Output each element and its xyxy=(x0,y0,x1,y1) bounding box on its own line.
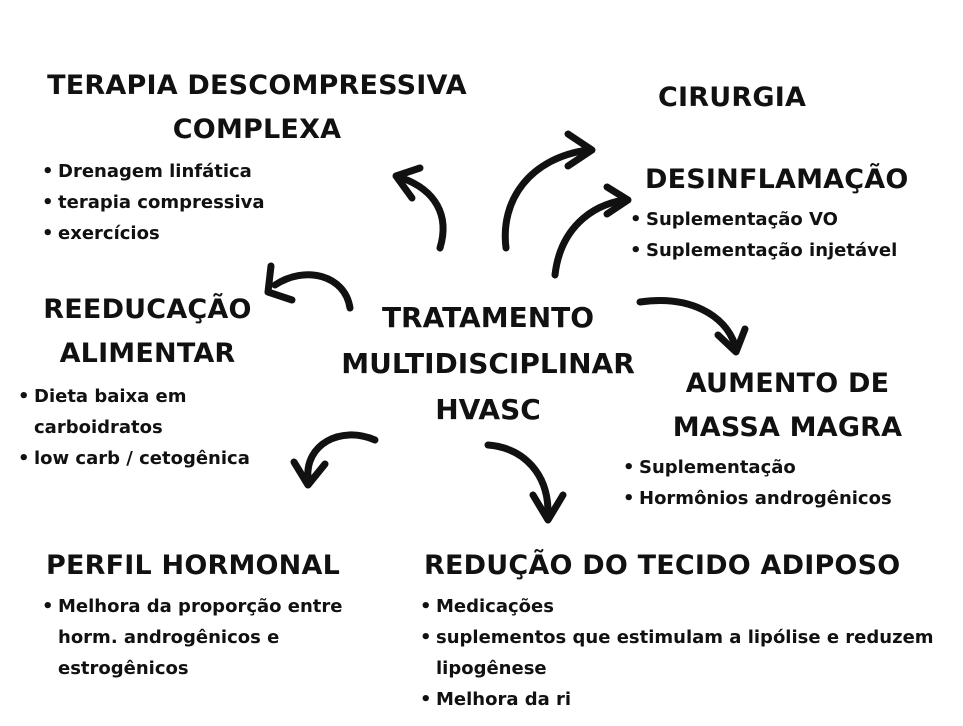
terapia-title-1: TERAPIA DESCOMPRESSIVA xyxy=(47,70,467,101)
adiposo-list xyxy=(418,591,934,715)
massa-title-1: AUMENTO DE xyxy=(685,368,890,399)
list-item: • terapia compressiva xyxy=(40,187,265,218)
list-item: • suplementos que estimulam a lipólise e reduzem xyxy=(418,622,934,653)
list-item: • low carb / cetogênica xyxy=(16,443,250,474)
massa-block xyxy=(660,362,915,450)
list-item: • exercícios xyxy=(40,218,265,249)
desinflamacao-title: DESINFLAMAÇÃO xyxy=(645,164,909,195)
list-item: • Suplementação VO xyxy=(628,204,897,235)
massa-title-2: MASSA MAGRA xyxy=(672,412,903,443)
center-title xyxy=(318,295,658,433)
list-item: lipogênese xyxy=(436,658,547,679)
center-line-3: HVASC xyxy=(435,393,541,426)
center-line-1: TRATAMENTO xyxy=(381,301,595,334)
list-item: • Hormônios androgênicos xyxy=(621,483,892,514)
list-item: carboidratos xyxy=(34,417,163,438)
terapia-list xyxy=(40,156,265,249)
hormonal-list xyxy=(40,591,342,684)
list-item: • Drenagem linfática xyxy=(40,156,265,187)
list-item: • Medicações xyxy=(418,591,934,622)
list-item: • Melhora da ri xyxy=(418,684,934,715)
adiposo-title: REDUÇÃO DO TECIDO ADIPOSO xyxy=(424,550,901,581)
list-item: horm. androgênicos e xyxy=(58,627,280,648)
reeducacao-list xyxy=(16,381,250,474)
center-line-2: MULTIDISCIPLINAR xyxy=(341,347,635,380)
list-item: • Suplementação injetável xyxy=(628,235,897,266)
list-item: • Dieta baixa em xyxy=(16,381,250,412)
reeducacao-title-1: REEDUCAÇÃO xyxy=(43,294,252,325)
list-item: estrogênicos xyxy=(58,658,189,679)
massa-list xyxy=(621,452,892,514)
terapia-title-2: COMPLEXA xyxy=(172,114,342,145)
cirurgia-title: CIRURGIA xyxy=(658,82,807,113)
desinflamacao-list xyxy=(628,204,897,266)
reeducacao-block xyxy=(20,288,275,376)
list-item: • Melhora da proporção entre xyxy=(40,591,342,622)
terapia-block xyxy=(22,64,492,152)
list-item: • Suplementação xyxy=(621,452,892,483)
hormonal-title: PERFIL HORMONAL xyxy=(46,550,340,581)
reeducacao-title-2: ALIMENTAR xyxy=(59,338,236,369)
